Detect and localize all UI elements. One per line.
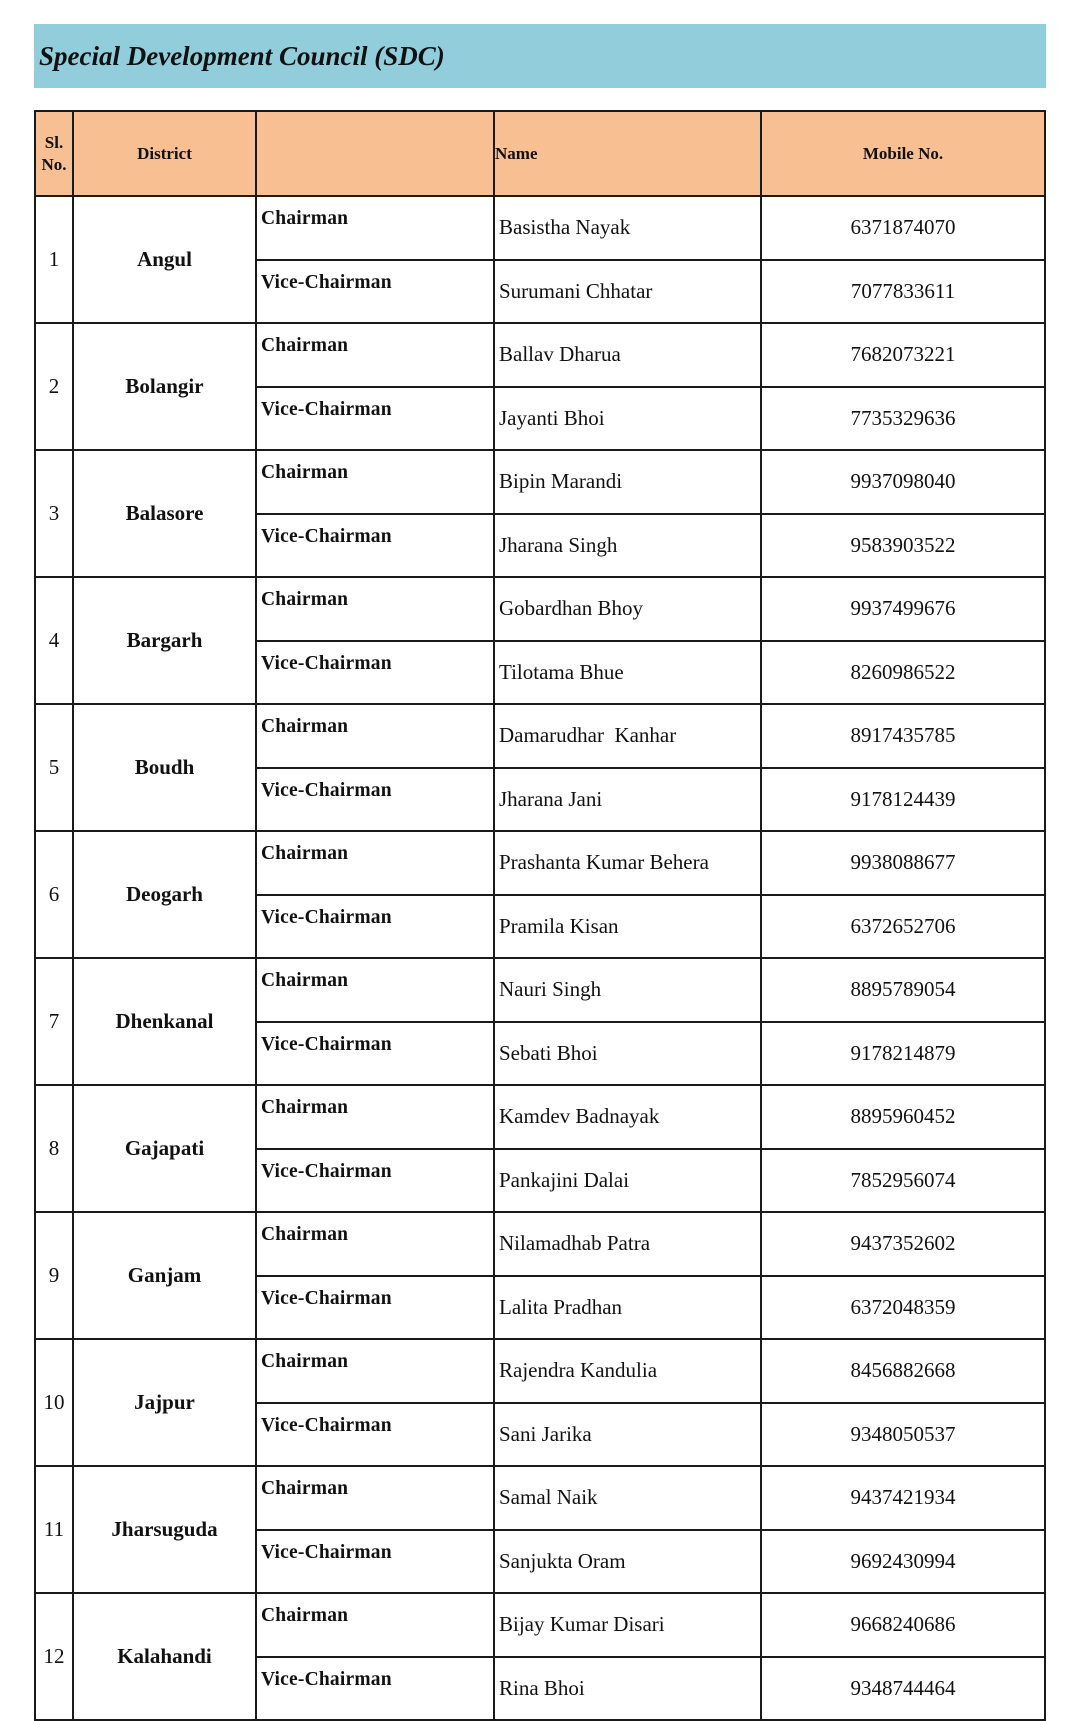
table-row: [35, 1339, 1045, 1403]
member-name-cell: Samal Naik: [494, 1466, 761, 1530]
member-name-cell: Gobardhan Bhoy: [494, 577, 761, 641]
role-cell: Chairman: [256, 704, 494, 768]
sl-no-cell: 3: [35, 450, 73, 577]
member-name-cell: Bijay Kumar Disari: [494, 1593, 761, 1657]
table-row: [35, 958, 1045, 1022]
district-cell: Jajpur: [73, 1339, 256, 1466]
member-name-cell: Sanjukta Oram: [494, 1530, 761, 1594]
role-cell: Vice-Chairman: [256, 1022, 494, 1086]
table-row: [35, 1593, 1045, 1657]
mobile-number-cell: 9348744464: [761, 1657, 1045, 1721]
table-row: [35, 1466, 1045, 1530]
mobile-number-cell: 9348050537: [761, 1403, 1045, 1467]
mobile-number-cell: 7077833611: [761, 260, 1045, 324]
role-cell: Chairman: [256, 577, 494, 641]
mobile-number-cell: 8260986522: [761, 641, 1045, 705]
role-cell: Chairman: [256, 958, 494, 1022]
sl-no-cell: 9: [35, 1212, 73, 1339]
role-cell: Vice-Chairman: [256, 260, 494, 324]
role-cell: Vice-Chairman: [256, 1149, 494, 1213]
role-cell: Vice-Chairman: [256, 514, 494, 578]
mobile-number-cell: 9937499676: [761, 577, 1045, 641]
district-cell: Ganjam: [73, 1212, 256, 1339]
member-name-cell: Jharana Jani: [494, 768, 761, 832]
mobile-number-cell: 6371874070: [761, 196, 1045, 260]
role-cell: Chairman: [256, 1212, 494, 1276]
mobile-number-cell: 6372048359: [761, 1276, 1045, 1340]
role-cell: Vice-Chairman: [256, 1403, 494, 1467]
role-cell: Chairman: [256, 1339, 494, 1403]
member-name-cell: Nauri Singh: [494, 958, 761, 1022]
role-cell: Vice-Chairman: [256, 1657, 494, 1721]
header-mobile: Mobile No.: [761, 111, 1045, 196]
role-cell: Vice-Chairman: [256, 768, 494, 832]
member-name-cell: Bipin Marandi: [494, 450, 761, 514]
mobile-number-cell: 7735329636: [761, 387, 1045, 451]
table-row: [35, 831, 1045, 895]
mobile-number-cell: 7682073221: [761, 323, 1045, 387]
mobile-number-cell: 9583903522: [761, 514, 1045, 578]
sl-no-cell: 4: [35, 577, 73, 704]
mobile-number-cell: 9178124439: [761, 768, 1045, 832]
member-name-cell: Jayanti Bhoi: [494, 387, 761, 451]
table-body: [35, 196, 1045, 1720]
district-cell: Dhenkanal: [73, 958, 256, 1085]
member-name-cell: Sebati Bhoi: [494, 1022, 761, 1086]
mobile-number-cell: 8895789054: [761, 958, 1045, 1022]
role-cell: Vice-Chairman: [256, 387, 494, 451]
table-row: [35, 704, 1045, 768]
mobile-number-cell: 7852956074: [761, 1149, 1045, 1213]
member-name-cell: Basistha Nayak: [494, 196, 761, 260]
mobile-number-cell: 9668240686: [761, 1593, 1045, 1657]
role-cell: Vice-Chairman: [256, 641, 494, 705]
district-cell: Bargarh: [73, 577, 256, 704]
district-cell: Jharsuguda: [73, 1466, 256, 1593]
sl-no-cell: 1: [35, 196, 73, 323]
district-cell: Bolangir: [73, 323, 256, 450]
role-cell: Chairman: [256, 450, 494, 514]
member-name-cell: Pankajini Dalai: [494, 1149, 761, 1213]
header-district: District: [73, 111, 256, 196]
table-row: [35, 1085, 1045, 1149]
mobile-number-cell: 8456882668: [761, 1339, 1045, 1403]
member-name-cell: Rina Bhoi: [494, 1657, 761, 1721]
table-row: [35, 323, 1045, 387]
role-cell: Vice-Chairman: [256, 1530, 494, 1594]
district-cell: Angul: [73, 196, 256, 323]
title-banner: [34, 24, 1046, 88]
sl-no-cell: 6: [35, 831, 73, 958]
sl-no-cell: 10: [35, 1339, 73, 1466]
mobile-number-cell: 9938088677: [761, 831, 1045, 895]
member-name-cell: Tilotama Bhue: [494, 641, 761, 705]
mobile-number-cell: 9437421934: [761, 1466, 1045, 1530]
mobile-number-cell: 9437352602: [761, 1212, 1045, 1276]
member-name-cell: Damarudhar Kanhar: [494, 704, 761, 768]
role-cell: Chairman: [256, 196, 494, 260]
role-cell: Chairman: [256, 1593, 494, 1657]
role-cell: Chairman: [256, 323, 494, 387]
district-cell: Boudh: [73, 704, 256, 831]
header-name: Name: [494, 111, 761, 196]
member-name-cell: Prashanta Kumar Behera: [494, 831, 761, 895]
sl-no-cell: 2: [35, 323, 73, 450]
member-name-cell: Kamdev Badnayak: [494, 1085, 761, 1149]
sl-no-cell: 12: [35, 1593, 73, 1720]
member-name-cell: Surumani Chhatar: [494, 260, 761, 324]
header-sl-no: Sl. No.: [35, 111, 73, 196]
sl-no-cell: 7: [35, 958, 73, 1085]
district-cell: Kalahandi: [73, 1593, 256, 1720]
member-name-cell: Ballav Dharua: [494, 323, 761, 387]
member-name-cell: Nilamadhab Patra: [494, 1212, 761, 1276]
table-row: [35, 196, 1045, 260]
mobile-number-cell: 9178214879: [761, 1022, 1045, 1086]
district-cell: Gajapati: [73, 1085, 256, 1212]
mobile-number-cell: 6372652706: [761, 895, 1045, 959]
sl-no-cell: 8: [35, 1085, 73, 1212]
mobile-number-cell: 8917435785: [761, 704, 1045, 768]
district-cell: Balasore: [73, 450, 256, 577]
role-cell: Chairman: [256, 1085, 494, 1149]
mobile-number-cell: 9937098040: [761, 450, 1045, 514]
member-name-cell: Sani Jarika: [494, 1403, 761, 1467]
sdc-contact-table: [34, 110, 1046, 1721]
mobile-number-cell: 8895960452: [761, 1085, 1045, 1149]
page-title: Special Development Council (SDC): [39, 40, 445, 71]
district-cell: Deogarh: [73, 831, 256, 958]
role-cell: Chairman: [256, 1466, 494, 1530]
member-name-cell: Lalita Pradhan: [494, 1276, 761, 1340]
sl-no-cell: 5: [35, 704, 73, 831]
mobile-number-cell: 9692430994: [761, 1530, 1045, 1594]
member-name-cell: Rajendra Kandulia: [494, 1339, 761, 1403]
table-row: [35, 1212, 1045, 1276]
role-cell: Vice-Chairman: [256, 895, 494, 959]
member-name-cell: Pramila Kisan: [494, 895, 761, 959]
role-cell: Chairman: [256, 831, 494, 895]
header-role: [256, 111, 494, 196]
role-cell: Vice-Chairman: [256, 1276, 494, 1340]
table-header-row: [35, 111, 1045, 196]
member-name-cell: Jharana Singh: [494, 514, 761, 578]
table-row: [35, 577, 1045, 641]
table-row: [35, 450, 1045, 514]
sl-no-cell: 11: [35, 1466, 73, 1593]
